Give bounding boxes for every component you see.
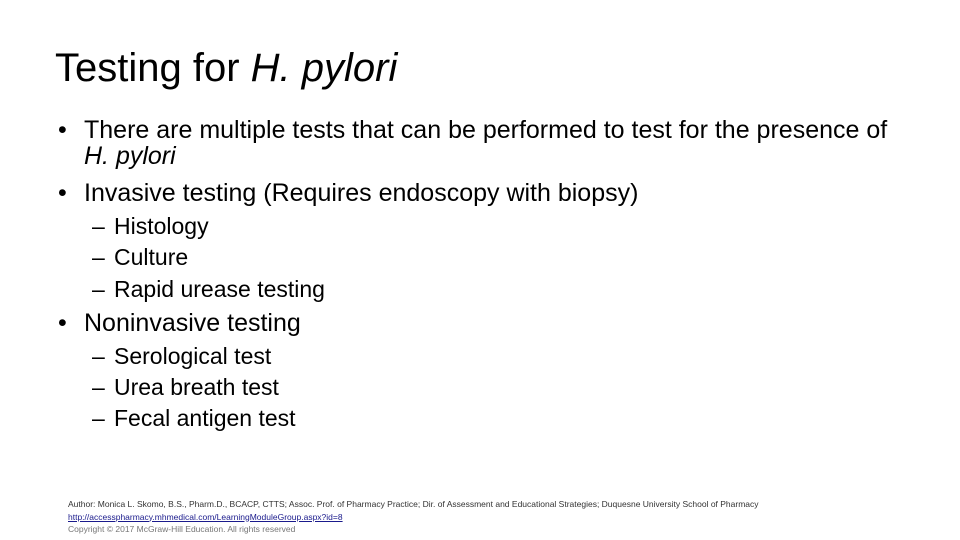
slide-footer (68, 498, 759, 536)
bullet-symbol: • (58, 179, 67, 207)
subitem-fecal-antigen (92, 404, 296, 432)
bullet-text: Noninvasive testing (84, 309, 301, 337)
subitem-text: Urea breath test (114, 374, 279, 400)
bullet-item-invasive-testing (58, 180, 918, 206)
subitem-text: Serological test (114, 343, 272, 369)
subitem-culture (92, 243, 188, 271)
subitem-text: Culture (114, 244, 189, 270)
bullet-symbol: • (58, 309, 67, 337)
bullet-text: Invasive testing (Requires endoscopy with biopsy) (84, 179, 639, 207)
dash-symbol: – (92, 374, 105, 400)
bullet-item-multiple-tests (58, 117, 918, 169)
subitem-text: Rapid urease testing (114, 276, 325, 302)
subitem-rapid-urease (92, 275, 325, 303)
dash-symbol: – (92, 343, 105, 369)
footer-copyright: Copyright © 2017 McGraw-Hill Education. All rights reserved (68, 524, 296, 534)
bullet-item-noninvasive-testing (58, 310, 918, 336)
slide-title (55, 42, 397, 94)
bullet-text-plain: There are multiple tests that can be performed to test for the presence of (84, 116, 888, 144)
bullet-symbol: • (58, 116, 67, 144)
subitem-histology (92, 212, 209, 240)
subitem-serological (92, 342, 271, 370)
title-main-text: Testing for (55, 46, 251, 90)
title-italic-text: H. pylori (250, 46, 398, 90)
subitem-urea-breath (92, 373, 279, 401)
bullet-text (84, 117, 918, 169)
subitem-text: Fecal antigen test (114, 405, 296, 431)
dash-symbol: – (92, 244, 105, 270)
footer-author: Author: Monica L. Skomo, B.S., Pharm.D., BCACP, CTTS; Assoc. Prof. of Pharmacy Practice; Dir. of Assessment and Educational Strategies; Duquesne University School of Pharmacy (68, 499, 759, 509)
subitem-text: Histology (114, 213, 209, 239)
dash-symbol: – (92, 405, 105, 431)
dash-symbol: – (92, 213, 105, 239)
bullet-text-italic: H. pylori (84, 142, 176, 170)
footer-url-link[interactable]: http://accesspharmacy.mhmedical.com/LearningModuleGroup.aspx?id=8 (68, 511, 343, 522)
dash-symbol: – (92, 276, 105, 302)
